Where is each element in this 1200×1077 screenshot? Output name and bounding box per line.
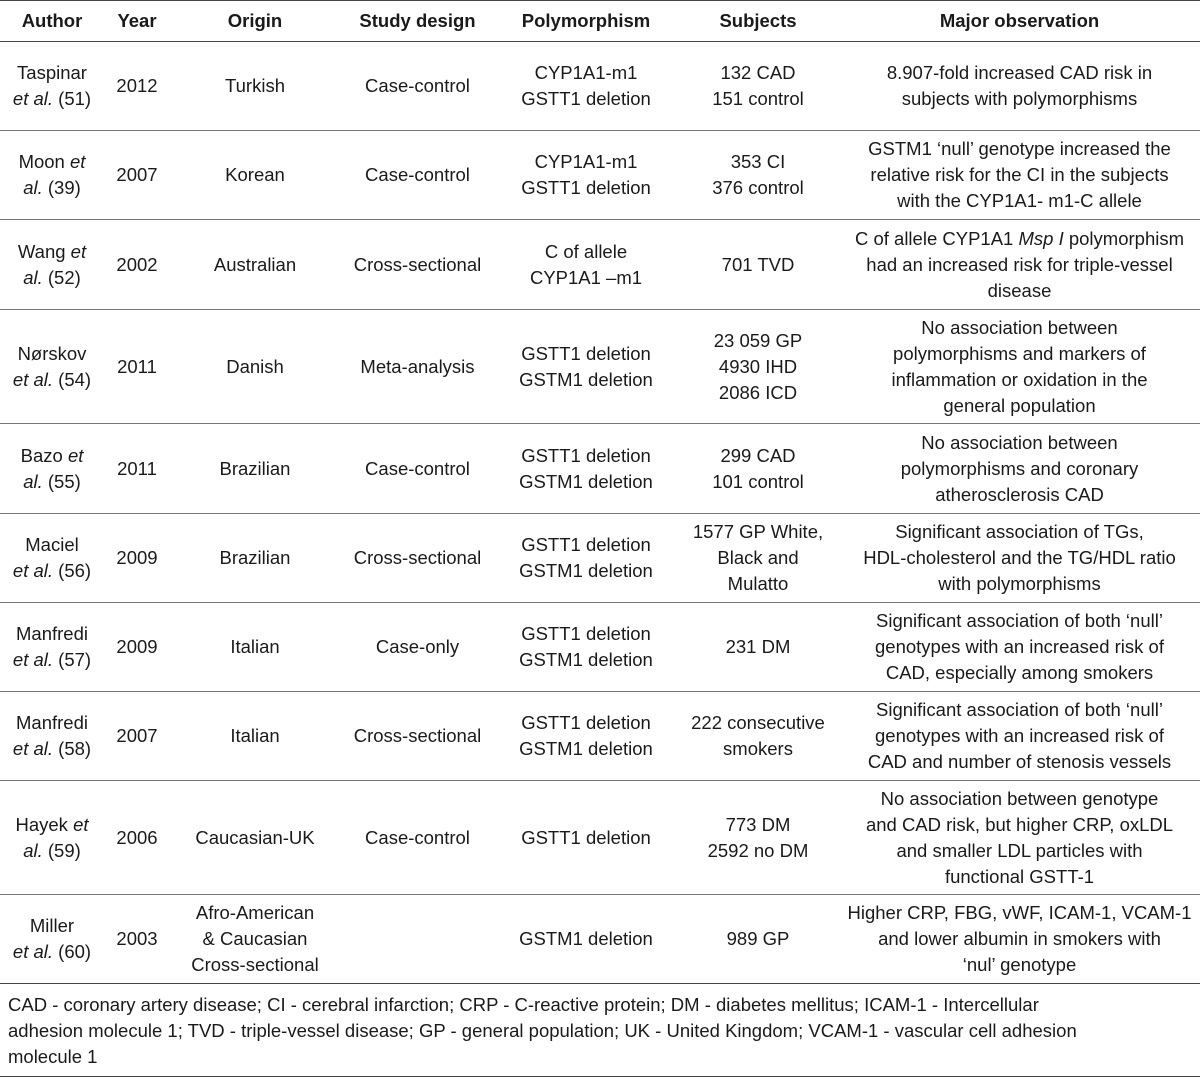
subjects-cell <box>677 781 839 895</box>
year-cell: 2009 <box>104 603 170 692</box>
observation-line: GSTM1 ‘null’ genotype increased the <box>868 138 1171 159</box>
observation-line: No association between genotype <box>880 787 1159 809</box>
header-polymorphism: Polymorphism <box>495 1 677 42</box>
observation-line: and lower albumin in smokers with <box>878 928 1161 949</box>
origin-cell <box>170 131 340 220</box>
observation-line <box>843 226 1196 252</box>
author-al: al. <box>23 470 43 492</box>
polymorphism-line: GSTM1 deletion <box>519 368 653 390</box>
origin-cell <box>170 424 340 514</box>
author-cell <box>0 310 104 424</box>
author-et: et <box>69 151 86 172</box>
subjects-line: 2086 ICD <box>718 381 798 403</box>
observation-italic: Msp I <box>1018 227 1064 249</box>
subjects-line: 132 CAD <box>720 62 796 83</box>
subjects-cell <box>677 514 839 603</box>
study-design-cell <box>340 895 495 984</box>
origin-line: Brazilian <box>219 547 291 568</box>
polymorphism-line: GSTT1 deletion <box>521 88 651 109</box>
observation-line: with polymorphisms <box>938 573 1101 594</box>
author-ref: (57) <box>53 649 92 670</box>
study-design-cell: Case-control <box>340 424 495 514</box>
origin-cell <box>170 692 340 781</box>
author-ref: (60) <box>53 941 92 962</box>
observation-cell <box>839 42 1200 131</box>
observation-text: C of allele CYP1A1 <box>854 227 1019 249</box>
observation-cell <box>839 895 1200 984</box>
observation-cell <box>839 603 1200 692</box>
observation-cell <box>839 220 1200 310</box>
polymorphism-line: GSTM1 deletion <box>519 928 653 949</box>
origin-line: Italian <box>230 636 280 657</box>
observation-text: polymorphism <box>1063 227 1185 249</box>
origin-cell <box>170 220 340 310</box>
observation-line: had an increased risk for triple-vessel <box>866 253 1173 275</box>
origin-line: Afro-American <box>195 902 315 923</box>
observation-line: general population <box>943 394 1096 416</box>
observation-line: relative risk for the CI in the subjects <box>870 164 1169 185</box>
observation-cell <box>839 781 1200 895</box>
polymorphism-line: CYP1A1-m1 <box>534 62 638 83</box>
observation-cell <box>839 692 1200 781</box>
author-name: Hayek <box>15 813 68 835</box>
subjects-line: 353 CI <box>730 151 786 172</box>
study-design-cell: Case-control <box>340 42 495 131</box>
observation-line: 8.907-fold increased CAD risk in <box>886 62 1153 83</box>
author-name: Maciel <box>25 534 79 555</box>
origin-line: Cross-sectional <box>191 954 319 975</box>
observation-cell <box>839 131 1200 220</box>
author-line <box>4 812 100 838</box>
observation-line: ‘nul’ genotype <box>962 954 1077 975</box>
header-origin: Origin <box>170 1 340 42</box>
polymorphism-cell <box>495 220 677 310</box>
author-et-al: et al. <box>12 368 54 390</box>
author-al: al. <box>23 177 43 198</box>
author-line <box>4 149 100 175</box>
polymorphism-cell <box>495 131 677 220</box>
origin-cell <box>170 42 340 131</box>
subjects-line: Black and <box>717 547 799 568</box>
observation-line: genotypes with an increased risk of <box>875 636 1164 657</box>
subjects-cell <box>677 692 839 781</box>
observation-cell <box>839 310 1200 424</box>
author-cell <box>0 603 104 692</box>
author-cell <box>0 424 104 514</box>
year-cell: 2006 <box>104 781 170 895</box>
origin-line: Turkish <box>225 75 285 96</box>
year-cell: 2007 <box>104 692 170 781</box>
header-subjects: Subjects <box>677 1 839 42</box>
author-cell <box>0 692 104 781</box>
observation-line: inflammation or oxidation in the <box>891 368 1148 390</box>
author-name: Nørskov <box>17 342 87 364</box>
author-et: et <box>67 444 84 466</box>
author-al: al. <box>23 839 43 861</box>
origin-cell <box>170 310 340 424</box>
polymorphism-line: GSTM1 deletion <box>519 560 653 581</box>
subjects-cell <box>677 895 839 984</box>
author-et: et <box>73 813 89 835</box>
subjects-line: smokers <box>723 738 793 759</box>
polymorphism-line: CYP1A1-m1 <box>534 151 638 172</box>
polymorphism-line: GSTT1 deletion <box>521 534 651 555</box>
author-cell <box>0 781 104 895</box>
polymorphism-line: GSTM1 deletion <box>519 470 653 492</box>
subjects-line: 222 consecutive <box>691 712 825 733</box>
observation-line: Significant association of TGs, <box>895 521 1144 542</box>
table-row <box>0 603 1200 692</box>
subjects-line: 4930 IHD <box>718 355 798 377</box>
author-citation <box>4 86 100 112</box>
polymorphism-line: CYP1A1 –m1 <box>529 266 643 288</box>
header-major-observation: Major observation <box>839 1 1200 42</box>
polymorphism-line: GSTT1 deletion <box>521 712 651 733</box>
author-name: Manfredi <box>16 623 88 644</box>
author-citation <box>4 736 100 762</box>
observation-line: functional GSTT-1 <box>944 865 1095 887</box>
polymorphism-cell <box>495 310 677 424</box>
observation-cell <box>839 424 1200 514</box>
author-line <box>4 443 100 469</box>
polymorphism-cell <box>495 424 677 514</box>
origin-line: Caucasian-UK <box>195 826 315 848</box>
header-study-design: Study design <box>340 1 495 42</box>
origin-line: Korean <box>225 164 285 185</box>
footnote-line: molecule 1 <box>8 1046 98 1067</box>
year-cell: 2012 <box>104 42 170 131</box>
author-et-al: et al. <box>12 88 54 109</box>
author-citation <box>4 367 100 393</box>
subjects-cell <box>677 42 839 131</box>
observation-line: and CAD risk, but higher CRP, oxLDL <box>865 813 1174 835</box>
header-row <box>0 1 1200 42</box>
table-row <box>0 692 1200 781</box>
study-design-cell: Case-control <box>340 131 495 220</box>
footnote-line: CAD - coronary artery disease; CI - cerebral infarction; CRP - C-reactive protein; DM - diabetes mellitus; ICAM-1 - Intercellular <box>8 994 1039 1015</box>
observation-line: with the CYP1A1- m1-C allele <box>897 190 1142 211</box>
author-cell <box>0 220 104 310</box>
observation-line: and smaller LDL particles with <box>896 839 1143 861</box>
observation-line: CAD and number of stenosis vessels <box>867 751 1172 772</box>
origin-line: Italian <box>230 725 280 746</box>
author-ref: (56) <box>53 560 92 581</box>
table-row <box>0 514 1200 603</box>
subjects-line: 701 TVD <box>721 253 795 275</box>
observation-line: genotypes with an increased risk of <box>875 725 1164 746</box>
subjects-cell <box>677 424 839 514</box>
polymorphism-line: GSTT1 deletion <box>521 444 651 466</box>
polymorphism-line: GSTT1 deletion <box>521 623 651 644</box>
footnote-line: adhesion molecule 1; TVD - triple-vessel disease; GP - general population; UK - United Kingdom; VCAM-1 - vascular cell adhesion <box>8 1020 1077 1041</box>
observation-line: HDL-cholesterol and the TG/HDL ratio <box>863 547 1176 568</box>
author-ref: (51) <box>53 88 92 109</box>
polymorphism-cell <box>495 895 677 984</box>
author-et: et <box>70 240 87 262</box>
author-line <box>4 239 100 265</box>
author-et-al: et al. <box>12 649 54 670</box>
table-row <box>0 42 1200 131</box>
author-al: al. <box>23 266 43 288</box>
subjects-cell <box>677 131 839 220</box>
polymorphism-cell <box>495 42 677 131</box>
author-name: Moon <box>18 151 65 172</box>
polymorphism-line: GSTM1 deletion <box>519 738 653 759</box>
header-year: Year <box>104 1 170 42</box>
study-design-cell: Cross-sectional <box>340 692 495 781</box>
subjects-cell <box>677 310 839 424</box>
author-ref: (39) <box>42 177 81 198</box>
subjects-line: 299 CAD <box>720 444 796 466</box>
author-name: Taspinar <box>17 62 87 83</box>
year-cell: 2007 <box>104 131 170 220</box>
year-cell: 2002 <box>104 220 170 310</box>
subjects-line: 773 DM <box>725 813 791 835</box>
subjects-line: 23 059 GP <box>713 329 803 351</box>
author-ref: (58) <box>53 738 92 759</box>
year-cell: 2011 <box>104 310 170 424</box>
author-citation <box>4 558 100 584</box>
author-citation <box>4 838 100 864</box>
footnote-row <box>0 984 1200 1077</box>
table-row <box>0 310 1200 424</box>
author-name: Bazo <box>20 444 63 466</box>
subjects-cell <box>677 220 839 310</box>
polymorphism-line: GSTT1 deletion <box>521 177 651 198</box>
observation-line: Significant association of both ‘null’ <box>876 610 1163 631</box>
observation-line: Significant association of both ‘null’ <box>876 699 1163 720</box>
study-design-cell: Meta-analysis <box>340 310 495 424</box>
polymorphism-line: GSTT1 deletion <box>521 342 651 364</box>
subjects-line: 231 DM <box>725 636 791 657</box>
polymorphism-cell <box>495 514 677 603</box>
subjects-line: 376 control <box>712 177 804 198</box>
polymorphism-cell <box>495 692 677 781</box>
study-design-cell: Case-control <box>340 781 495 895</box>
author-ref: (59) <box>42 839 81 861</box>
table-row <box>0 895 1200 984</box>
author-ref: (52) <box>42 266 81 288</box>
origin-line: Brazilian <box>219 457 291 479</box>
author-cell <box>0 514 104 603</box>
author-name: Wang <box>17 240 66 262</box>
subjects-line: 151 control <box>712 88 804 109</box>
polymorphism-cell <box>495 603 677 692</box>
observation-line: subjects with polymorphisms <box>901 88 1138 109</box>
observation-line: No association between <box>921 431 1118 453</box>
origin-cell <box>170 514 340 603</box>
origin-cell <box>170 603 340 692</box>
table-row <box>0 424 1200 514</box>
subjects-cell <box>677 603 839 692</box>
author-citation <box>4 265 100 291</box>
author-citation <box>4 647 100 673</box>
table-row <box>0 220 1200 310</box>
observation-line: atherosclerosis CAD <box>935 483 1104 505</box>
author-et-al: et al. <box>12 560 54 581</box>
year-cell: 2009 <box>104 514 170 603</box>
observation-line: CAD, especially among smokers <box>885 662 1154 683</box>
origin-line: Danish <box>226 355 284 377</box>
footnote <box>0 984 1200 1077</box>
polymorphism-cell <box>495 781 677 895</box>
study-design-cell: Case-only <box>340 603 495 692</box>
author-cell <box>0 895 104 984</box>
observation-line: No association between <box>921 316 1118 338</box>
subjects-line: 101 control <box>712 470 804 492</box>
polymorphism-line: GSTT1 deletion <box>521 826 651 848</box>
author-et-al: et al. <box>12 738 54 759</box>
observation-line: polymorphisms and markers of <box>893 342 1146 364</box>
author-cell <box>0 42 104 131</box>
author-ref: (55) <box>42 470 81 492</box>
study-design-cell: Cross-sectional <box>340 220 495 310</box>
subjects-line: Mulatto <box>727 573 789 594</box>
table-body <box>0 42 1200 984</box>
origin-line: & Caucasian <box>202 928 308 949</box>
study-design-cell: Cross-sectional <box>340 514 495 603</box>
observation-line: polymorphisms and coronary <box>900 457 1139 479</box>
polymorphism-line: GSTM1 deletion <box>519 649 653 670</box>
header-author: Author <box>0 1 104 42</box>
author-citation <box>4 939 100 965</box>
origin-line: Australian <box>213 253 297 275</box>
table-row <box>0 131 1200 220</box>
observation-cell <box>839 514 1200 603</box>
author-ref: (54) <box>53 368 92 390</box>
subjects-line: 989 GP <box>726 928 790 949</box>
table-row <box>0 781 1200 895</box>
origin-cell <box>170 895 340 984</box>
author-cell <box>0 131 104 220</box>
author-name: Manfredi <box>16 712 88 733</box>
observation-line: disease <box>987 279 1052 301</box>
observation-line: Higher CRP, FBG, vWF, ICAM-1, VCAM-1 <box>847 902 1192 923</box>
year-cell: 2011 <box>104 424 170 514</box>
author-name: Miller <box>29 915 75 936</box>
origin-cell <box>170 781 340 895</box>
subjects-line: 1577 GP White, <box>692 521 824 542</box>
subjects-line: 2592 no DM <box>707 839 809 861</box>
author-citation <box>4 469 100 495</box>
polymorphism-line: C of allele <box>544 240 628 262</box>
author-et-al: et al. <box>12 941 54 962</box>
year-cell: 2003 <box>104 895 170 984</box>
author-citation <box>4 175 100 201</box>
